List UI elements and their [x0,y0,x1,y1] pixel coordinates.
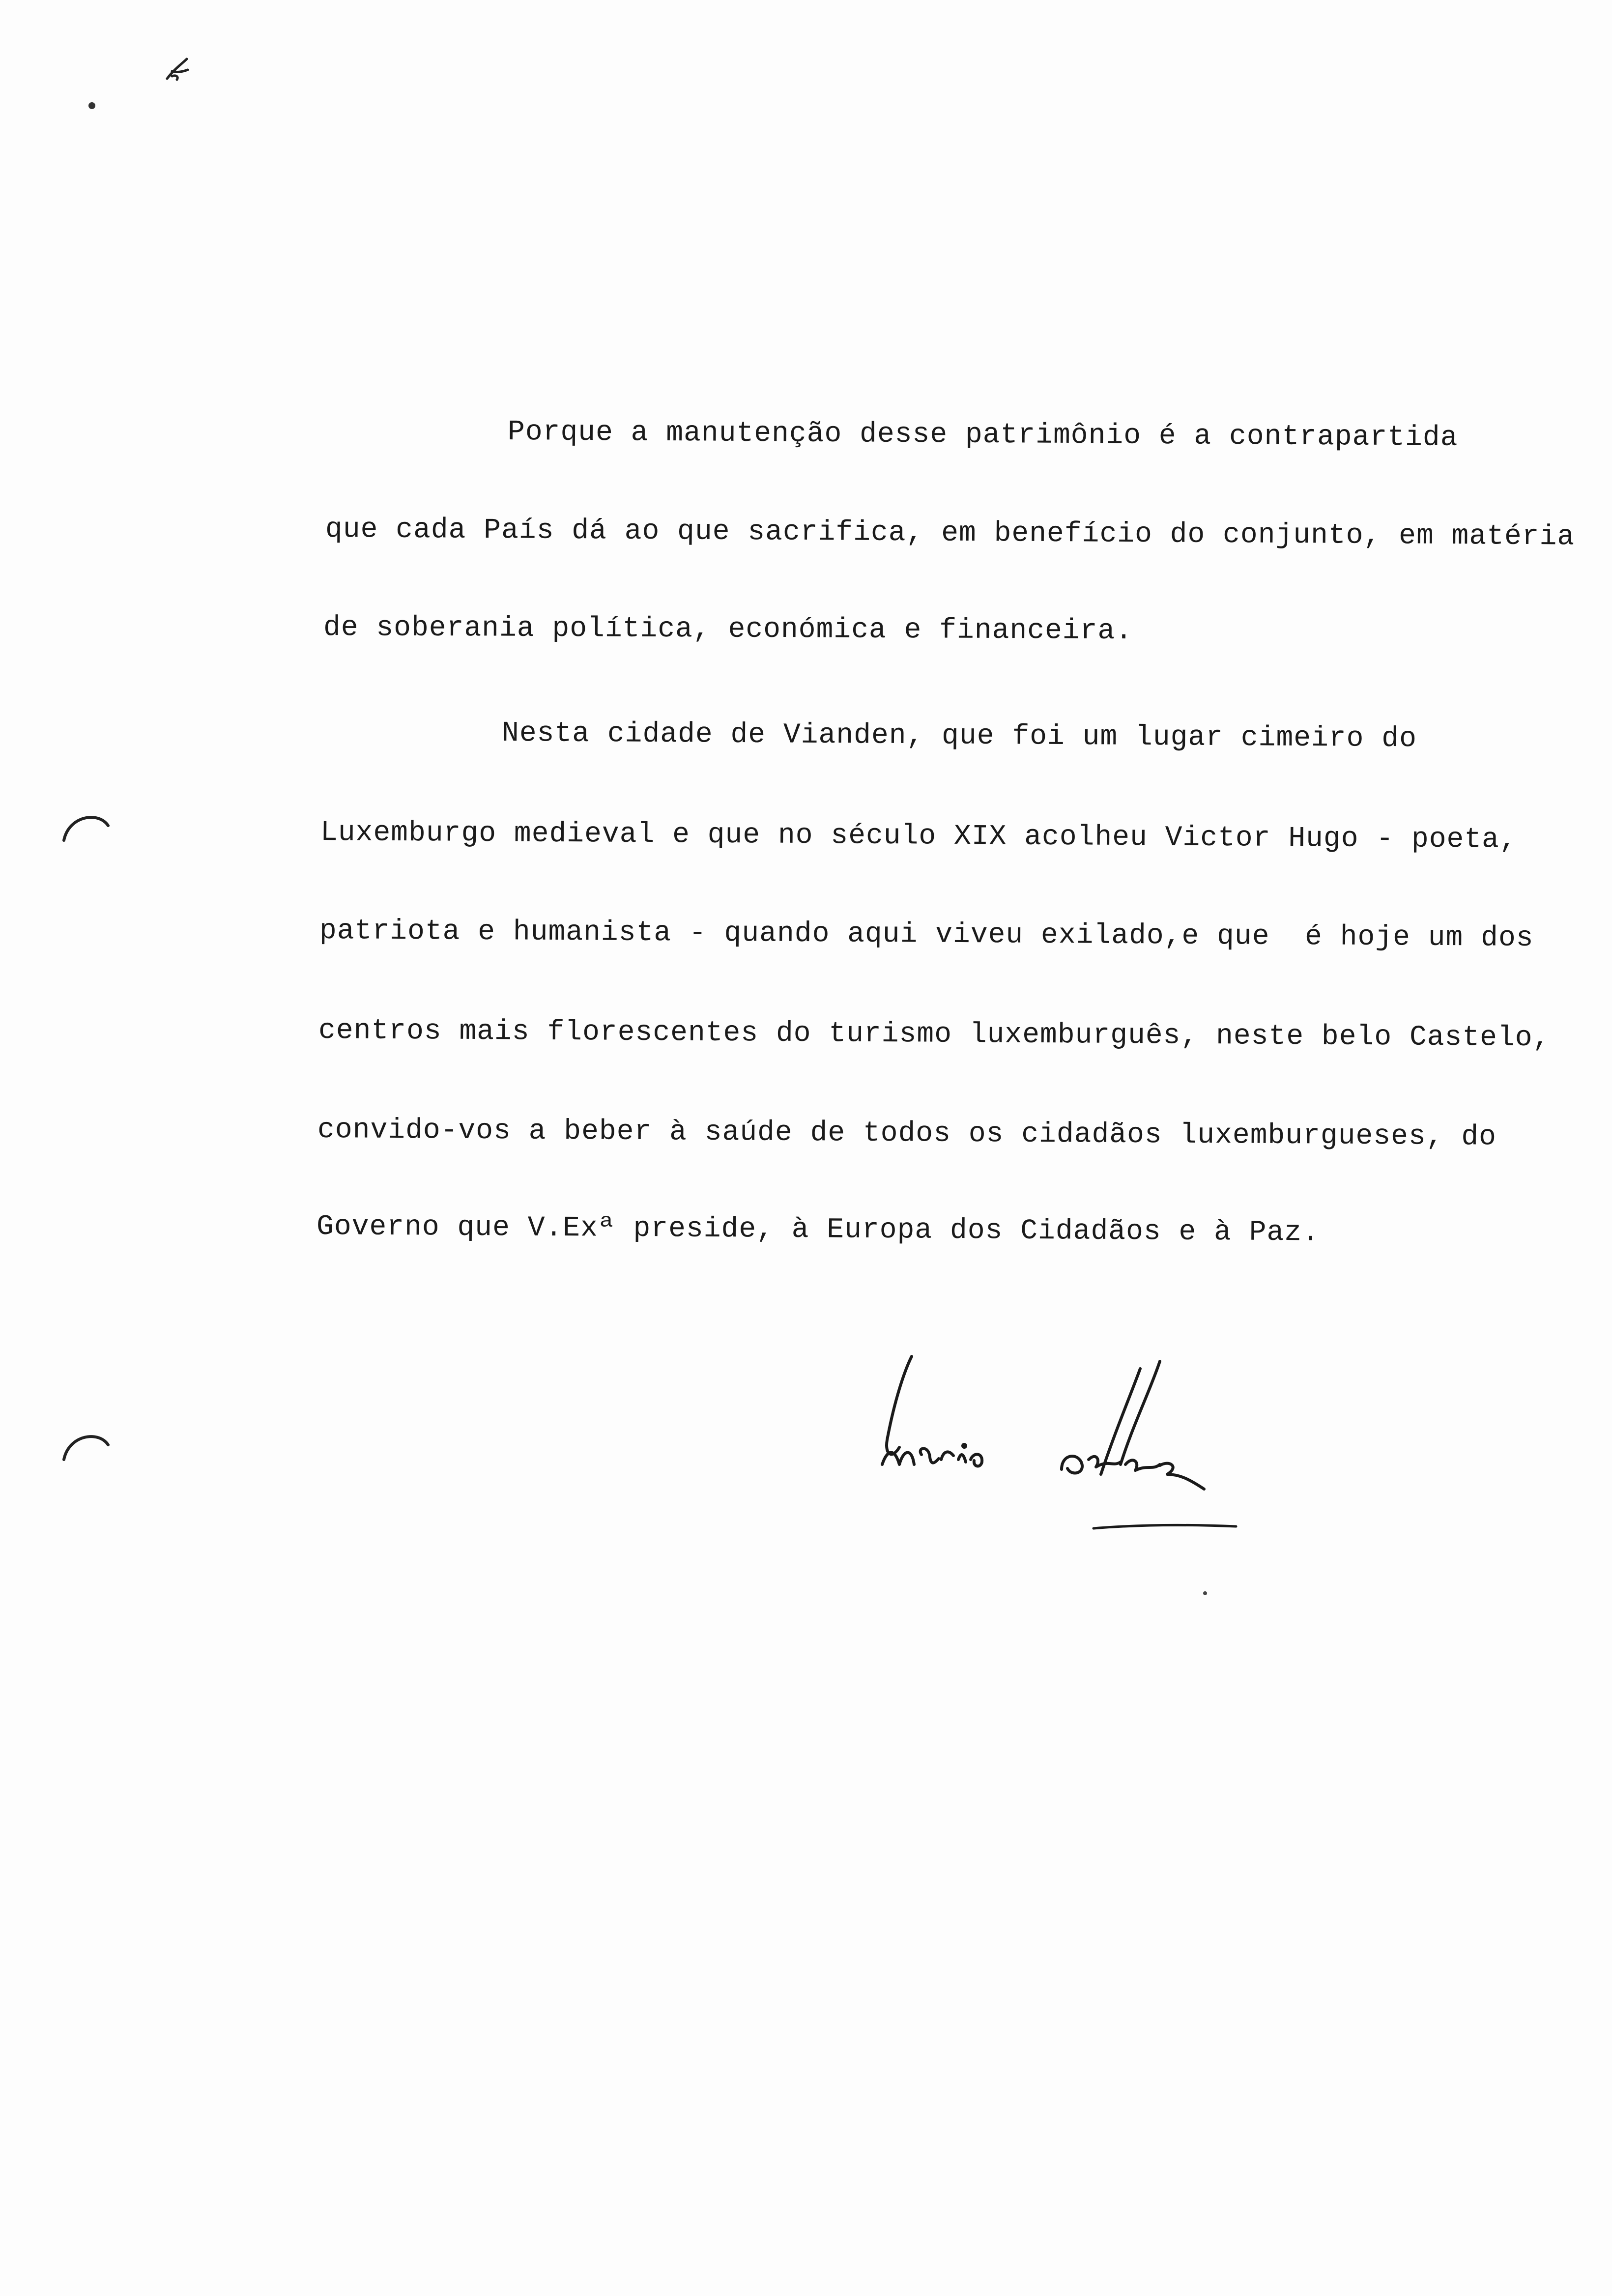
paragraph-2-line-3: patriota e humanista - quando aqui viveu exilado,e que é hoje um dos [319,915,1534,955]
paragraph-1-line-3: de soberania política, económica e financeira. [323,612,1133,648]
paragraph-2-line-6: Governo que V.Exª preside, à Europa dos Cidadãos e à Paz. [316,1211,1320,1249]
ink-dot [88,102,95,109]
paragraph-2-line-2: Luxemburgo medieval e que no século XIX acolheu Victor Hugo - poeta, [320,817,1517,856]
paragraph-1-line-2: que cada País dá ao que sacrifica, em benefício do conjunto, em matéria [325,514,1575,553]
paragraph-2-line-4: centros mais florescentes do turismo luxemburguês, neste belo Castelo, [318,1015,1551,1055]
corner-scribble-icon [157,49,197,88]
paragraph-2-line-1: Nesta cidade de Vianden, que foi um lugar cimeiro do [501,718,1417,755]
binder-ring-mark-icon [59,806,113,845]
paragraph-2-line-5: convido-vos a beber à saúde de todos os cidadãos luxemburgueses, do [317,1114,1497,1153]
binder-ring-mark-icon [59,1425,113,1464]
paragraph-1-line-1: Porque a manutenção desse patrimônio é a contrapartida [507,416,1458,454]
ink-dot [1203,1591,1207,1595]
handwritten-signature-icon [865,1342,1238,1558]
